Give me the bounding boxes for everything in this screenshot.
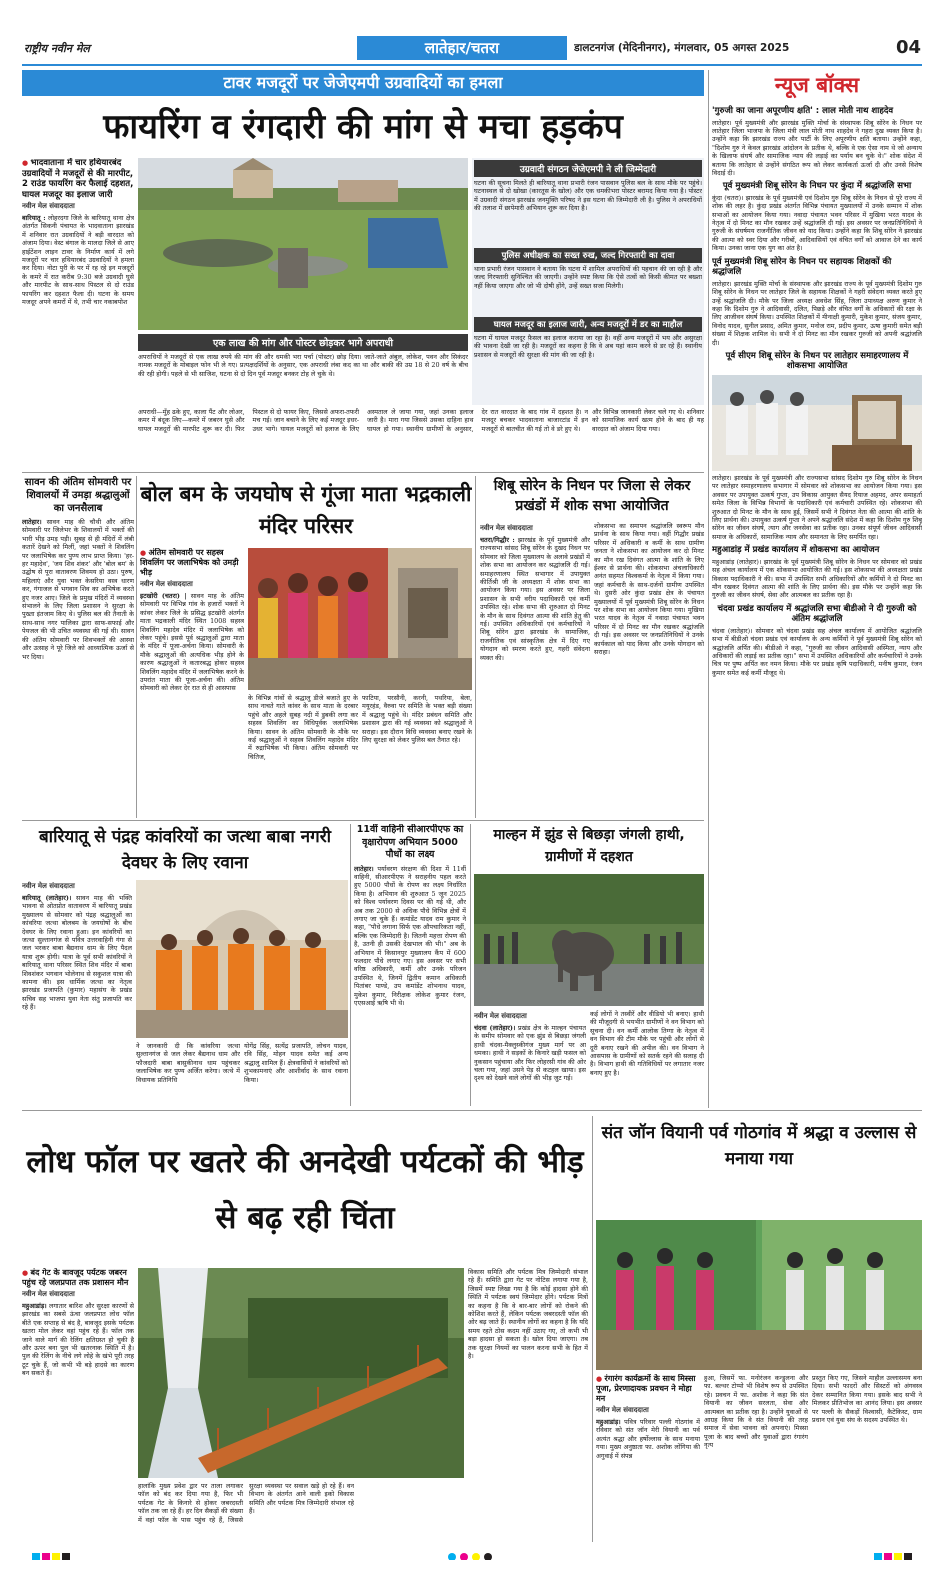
crpf-body: पर्यावरण संरक्षण की दिशा में 11वीं वाहिनी, सीआरपीएफ ने सराहनीय पहल करते हुए 5000 पौधों के रोपण का लक्ष्य निर्धारित किया है। अभियान की शुरुआत 5 जून 2025 को विश्व पर्यावरण दिवस पर की गई थी, और अब तक 2000 से अधिक पौधे विभिन्न क्षेत्रों में लगाए जा चुके हैं। कमांडेंट यादव राम कुमार ने कहा, "पौधे लगाना सिर्फ एक औपचारिकता नहीं, बल्कि एक जिम्मेदारी है। जितनी महत्ता रोपण की है, उतनी ही उसकी देखभाल की भी।" अब के अभियान में किसानपुर मुख्यालय कैंप में 600 फलदार पौधे लगाए गए। इस अवसर पर सभी वरिष्ठ अधिकारी, कर्मी और उनके परिजन उपस्थित थे, जिनमें द्वितीय कमान अधिकारी पितांबर पाण्डे, उप कमांडेंट शोभनाथ यादव, मुकेश कुमार, निरीक्षक लोकेश कुमार रंजन, एएसआई ऋषि भी थे। <box>354 864 466 1007</box>
paper-logo: राष्ट्रीय नवीन मेल <box>24 42 90 55</box>
shibu-text <box>480 536 590 662</box>
elephant-headline: माल्हन में झुंड से बिछड़ा जंगली हाथी, ग्रामीणों में दहशत <box>493 827 685 865</box>
lodh-left-column <box>22 1268 134 1542</box>
section-title: लातेहार/चतरा <box>357 36 567 60</box>
divider-lodh <box>592 1116 593 1542</box>
photo-caption-text: अपराधियों ने मजदूरों से एक लाख रुपये की मांग की और धमकी भरा पर्चा (पोस्टर) छोड़ दिया। जाते-जाते अंबुल, लोकेश, पवन और सिकंदर नामक मजदूरों के मोबाइल फोन भी ले गए। प्रत्यक्षदर्शियों के अनुसार, एक अपराधी लंबा कद का था और बाकी की उम्र 18 से 20 वर्ष के बीच की रही होगी। पहले से भी साजिश, घटना से दो दिन पूर्व मजदूर बनकर टोह ले चुके थे। <box>138 353 468 378</box>
lodh-text <box>22 1302 134 1378</box>
elephant-byline: नवीन मेल संवाददाता <box>474 1012 527 1020</box>
lodh-dateline: महुआडांड़। <box>22 1302 47 1310</box>
stjohn-dateline: महुआडांड़। <box>596 1418 621 1426</box>
bolbam-highlight: ● अंतिम सोमवारी पर सहस्त्र शिवलिंग पर जलाभिषेक को उमड़ी भीड़ <box>140 548 244 578</box>
kanwar-text-2: ने जानकारी दी कि कांवरिया जत्था सुल्तानगंज से जल लेकर बैद्यनाथ धाम और फौजदारी बाबा बासुकीनाथ धाम पहुंचकर जलाभिषेक कर पुण्य अर्जित करेगा। जत्थे में विधायक प्रतिनिधि <box>136 1042 240 1084</box>
stjohn-left-column <box>596 1374 700 1542</box>
kanwar-byline: नवीन मेल संवाददाता <box>22 882 75 890</box>
sidebox-text-2: थाना प्रभारी रंजन पासवान ने बताया कि घटना में शामिल अपराधियों की पहचान की जा रही है और जल्द गिरफ्तारी सुनिश्चित की जाएगी। उन्होंने स्पष्ट किया कि ऐसे तत्वों को किसी कीमत पर बख्शा नहीं किया जाएगा और जो भी दोषी होंगे, उन्हें सख्त सजा मिलेगी। <box>474 265 702 290</box>
divider-top-story <box>22 472 704 473</box>
stjohn-text-2: हुआ, जिसमें फा. मनोरंजन कन्डुलना और फा. बल्थर टोप्पो भी विशेष रूप से उपस्थित रहे। प्रवचन में फा. अशोक ने कहा कि संत वियानी का जीवन सरलता, सेवा और आत्मबल का प्रतीक रहा है। उन्होंने युवाओं से आग्रह किया कि वे संत वियानी की तरह समाज में सेवा भावना को अपनाएं। मिस्सा पूजा के बाद बच्चों और युवाओं द्वारा रंगारंग नृत्य <box>704 1374 808 1450</box>
elephant-dateline: चंदवा (लातेहार)। <box>474 1024 516 1032</box>
tower-site-photo <box>138 158 468 330</box>
elephant-body: प्रखंड क्षेत्र के माल्हन पंचायत के समीप सोमवार को एक झुंड से बिछड़ा जंगली हाथी चंदवा-मैक्लुस्कीगंज मुख्य मार्ग पर आ धमका। हाथी ने सड़कों के किनारे खड़ी फसल को नुकसान पहुंचाया और फिर लोहरसी गांव की ओर चला गया, जहां उसने पेड़ से कटहल खाया। इस दृश्य को देखने वाले लोगों की भीड़ जुट गई। <box>474 1024 586 1083</box>
bolbam-headline: बोल बम के जयघोष से गूंजा माता भद्रकाली मंदिर परिसर <box>140 482 472 538</box>
stjohn-dance-photo <box>596 1220 922 1370</box>
news-item-6-text: चंदवा (लातेहार)। सोमवार को चंदवा प्रखंड सह अंचल कार्यालय में आयोजित श्रद्धांजलि सभा में बीडीओ चंदवा प्रखंड एवं कार्यालय के अन्य कर्मियों ने पूर्व मुख्यमंत्री शिबू सोरेन को श्रद्धांजलि अर्पित की। बीडीओ ने कहा, "गुरुजी का जीवन आदिवासी अस्मिता, न्याय और अधिकारों की लड़ाई का प्रतीक रहा।" सभा में उपस्थित अधिकारियों और कर्मचारियों ने उनके चित्र पर पुष्प अर्पित कर नमन किया। मौके पर प्रखंड कृषि पदाधिकारी, मनीष कुमार, रंजन कुमार समेत कई कर्मी मौजूद थे। <box>712 626 922 677</box>
divider-lower <box>22 1110 922 1111</box>
divider-kanwar <box>350 824 351 1106</box>
sawan-dateline: लातेहार। <box>22 518 42 526</box>
bolbam-text-2: के विभिन्न गांवों से श्रद्धालु डीजे बजाते हुए के साथ नाचते गाते कांवर के साथ माता के दरबार पहुंचे और अहले सुबह नदी में डुबकी लगा कर सहस्त्र शिवलिंग का विधिपूर्वक जलाभिषेक किया। सावन के अंतिम सोमवारी के मौके पर कई श्रद्धालुओं ने सहस्त्र शिवलिंग महादेव मंदिर में रुद्राभिषेक भी किया। अंतिम सोमवारी पर चितिज, <box>248 694 358 761</box>
top-story-kicker: टावर मजदूरों पर जेजेएमपी उग्रवादियों का हमला <box>22 70 704 96</box>
shibu-left-column <box>480 522 590 818</box>
sawan-text <box>22 518 134 661</box>
bolbam-body: सावन माह के अंतिम सोमवारी पर विभिन्न गांव के हजारों भक्तों ने कांवर लेकर जिले के प्रसिद्ध इटखोरी अंतर्गत माता भद्रकाली मंदिर स्थित 1008 सहस्त्र शिवलिंग महादेव मंदिर में जलाभिषेक को लेकर पहुंचे। इससे पूर्व श्रद्धालुओं द्वारा माता के मंदिर में पूजा-अर्चना किया। सोमवारी के मौके श्रद्धालुओं की अत्यधिक भीड़ होने के कारण श्रद्धालुओं ने कतारबद्ध होकर सहस्त्र शिवलिंग महादेव मंदिर में जलाभिषेक करने के उपरांत माता की पूजा-अर्चना की। अंतिम सोमवारी को लेकर देर रात से ही आसपास <box>140 592 244 693</box>
lodh-body: लगातार बारिश और सुरक्षा कारणों से झारखंड का सबसे ऊंचा जलप्रपात लोध फॉल बीते एक सप्ताह से बंद है, बावजूद इसके पर्यटक खतरा मोल लेकर वहां पहुंच रहे हैं। फॉल तक जाने वाले मार्ग की रेलिंग क्षतिग्रस्त हो चुकी है और ऊपर बना पुल भी खतरनाक स्थिति में है। पुल की रेलिंग के नीचे लगे लोहे के खंभे पूरी तरह टूट चुके हैं, जो कभी भी बड़े हादसे का कारण बन सकते हैं। <box>22 1302 134 1378</box>
top-story-sidebox <box>472 158 704 405</box>
shibu-body: झारखंड के पूर्व मुख्यमंत्री और राज्यसभा सांसद शिबू सोरेन के दुखद निधन पर सोमवार को जिला मुख्यालय के अलावे प्रखंडों में शोक सभा का आयोजन कर श्रद्धांजलि दी गई। समाहरणालय स्थित सभागार में उपायुक्त कीर्तिश्री जी के अध्यक्षता में शोक सभा का आयोजन किया गया। इस अवसर पर जिला प्रशासन के सभी वरीय पदाधिकारी एवं कर्मी उपस्थित रहे। शोक सभा की शुरुआत दो मिनट के मौन के साथ दिवंगत आत्मा की शांति हेतु की गई। उपस्थित अधिकारियों एवं कर्मचारियों ने शिबू सोरेन द्वारा झारखंड के सामाजिक, राजनीतिक एवं सांस्कृतिक क्षेत्र में दिए गए योगदान को स्मरण करते हुए, गहरी संवेदना व्यक्त की। <box>480 536 590 662</box>
divider-newsbox <box>708 70 709 1108</box>
lodh-headline: लोध फॉल पर खतरे की अनदेखी पर्यटकों की भीड़ से बढ़ रही चिंता <box>26 1144 584 1236</box>
sidebox-head-3: घायल मजदूर का इलाज जारी, अन्य मजदूरों में डर का माहौल <box>474 317 702 332</box>
shibu-dateline: चतरा/गिद्धौर : <box>480 536 515 544</box>
color-registration-bar <box>22 1548 922 1560</box>
temple-crowd-illustration <box>248 548 472 690</box>
news-item-3-text: लातेहार। झारखंड मुक्ति मोर्चा के संस्थापक और झारखंड राज्य के पूर्व मुख्यमंत्री दिशोम गुरु शिबू सोरेन के निधन पर लातेहार जिले के सहायक शिक्षकों ने गहरी संवेदना व्यक्त करते हुए उन्हें श्रद्धांजलि दी। मौके पर जिला अध्यक्ष अवधेश सिंह, जिला उपाध्यक्ष अरुण कुमार ने कहा कि दिशोम गुरु ने आदिवासी, दलित, पिछड़े और वंचित वर्गों के अधिकारों की रक्षा के लिए आजीवन संघर्ष किया। उपस्थित शिक्षकों में मीनाक्षी कुमारी, मुकेश कुमार, संजय कुमार, विनोद यादव, सुनील प्रसाद, अमित कुमार, मनोज राम, प्रदीप कुमार, ऊषा कुमारी समेत बड़ी संख्या में शिक्षक शामिल थे। सभी ने दो मिनट का मौन रखकर गुरुजी को अपनी श्रद्धांजलि दी। <box>712 279 922 347</box>
shibu-text-2: शोकसभा का समापन श्रद्धांजलि स्वरूप मौन प्रार्थना के साथ किया गया। वहीं गिद्धौर प्रखंड परिसर में अधिकारी व कर्मी के साथ ग्रामीण जनता ने शोकसभा का आयोजन कर दो मिनट का मौन रख दिवंगत आत्मा के शांति के लिए ईश्वर से प्रार्थना की। शोकसभा अंचलाधिकारी अनंत सहमत विश्वकर्मा के नेतृत्व में किया गया। जहां कर्मचारी के साथ-दर्जनों ग्रामीण उपस्थित थे। दुसरी ओर कुंदा प्रखंड क्षेत्र के पंचायत मुख्यालयों में पूर्व मुख्यमंत्री शिबू सोरेन के निधन पर शोक सभा का आयोजन किया गया। मुखिया भरत यादव के नेतृत्व में नवादा पंचायत भवन परिसर में दो मिनट का मौन रखकर श्रद्धांजलि दी गई। इस अवसर पर जनप्रतिनिधियों ने उनके कार्यकाल को याद किया और उनके योगदान को सराहा। <box>594 522 704 657</box>
waterfall-bridge-illustration <box>138 1268 464 1478</box>
kanwar-dateline: बारियातू (लातेहार)। <box>22 894 72 902</box>
elephant-photo <box>474 874 704 1006</box>
stjohn-headline: संत जॉन वियानी पर्व गोठगांव में श्रद्धा व उल्लास से मनाया गया <box>601 1123 917 1169</box>
photo-caption-band: एक लाख की मांग और पोस्टर छोड़कर भागे अपराधी <box>138 334 468 351</box>
top-story-left-column <box>22 158 134 468</box>
news-item-1-text: लातेहार। पूर्व मुख्यमंत्री और झारखंड मुक्ति मोर्चा के संस्थापक शिबू सोरेन के निधन पर लातेहार जिला भाजपा के जिला मंत्री लाल मोती नाथ शाहदेव ने गहरा दुख व्यक्त किया है। उन्होंने कहा कि झारखंड राज्य और पार्टी के लिए अपूरणीय क्षति बताया। उन्होंने कहा, "दिशोम गुरु ने केवल झारखंड आंदोलन के प्रतीक थे, बल्कि वे एक ऐसा नाम थे जो अन्याय के खिलाफ संघर्ष और सामाजिक न्याय की लड़ाई का पर्याय बन चुके थे।" शोक संदेश में बताया कि लातेहार से उन्होंने संगठित रूप को लेकर कार्यकर्ता ऊर्जा दी और उनसे विशेष विदाई दी। <box>712 118 922 177</box>
top-story-headline: फायरिंग व रंगदारी की मांग से मचा हड़कंप <box>103 107 623 147</box>
stjohn-text <box>596 1418 700 1460</box>
news-item-4-head: पूर्व सीएम शिबू सोरेन के निधन पर लातेहार समाहरणालय में शोकसभा आयोजित <box>725 350 909 372</box>
sawan-headline: सावन की अंतिम सोमवारी पर शिवालयों में उमड़ा श्रद्धालुओं का जनसैलाब <box>24 477 132 514</box>
lodh-text-2: हालांकि मुख्य प्रवेश द्वार पर ताला लगाकर फॉल को बंद कर दिया गया है, फिर भी पर्यटक गेट के किनारे से होकर जबरदस्ती फॉल तक जा रहे हैं। हर दिन सैकड़ों की संख्या में वहां फॉल के पास पहुंच रहे हैं, जिससे सुरक्षा व्यवस्था पर सवाल खड़े हो रहे हैं। वन विभाग के अंतर्गत आने वाली इको विकास समिति और पर्यटक मित्र जिम्मेदारी संभाल रहे हैं। <box>138 1482 354 1524</box>
crpf-dateline: लातेहार। <box>354 864 374 873</box>
top-story-highlight: ● भादवाताना में चार हथियारबंद उग्रवादियों ने मजदूरों से की मारपीट, 2 राउंड फायरिंग कर फैलाई दहशत, घायल मजदूर का इलाज जारी <box>22 158 134 200</box>
sidebox-text-1: घटना की सूचना मिलते ही बारियातू थाना प्रभारी रंजन पासवान पुलिस बल के साथ मौके पर पहुंचे। घटनास्थल से दो खोखा (कारतूस के खोल) और एक धमकीभरा पोस्टर बरामद किया गया है। पोस्टर में उग्रवादी संगठन झारखंड जनमुक्ति परिषद ने इस घटना की जिम्मेदारी ली है। पुलिस ने अपराधियों की तलाश में छापेमारी अभियान शुरू कर दिया है। <box>474 179 702 213</box>
news-item-6-head: चंदवा प्रखंड कार्यालय में श्रद्धांजलि सभा बीडीओ ने दी गुरुजी को अंतिम श्रद्धांजलि <box>717 603 917 625</box>
top-story-byline: नवीन मेल संवाददाता <box>22 202 75 210</box>
news-item-1-head: 'गुरुजी का जाना अपूरणीय क्षति' : लाल मोती नाथ शाहदेव <box>712 106 894 116</box>
news-box-title: न्यूज बॉक्स <box>774 73 860 97</box>
sidebox-head-1: उग्रवादी संगठन जेजेएमपी ने ली जिम्मेदारी <box>474 160 702 177</box>
collectorate-meeting-photo <box>712 375 922 471</box>
dance-illustration <box>596 1220 922 1370</box>
news-item-2-head: पूर्व मुख्यमंत्री शिबू सोरेन के निधन पर कुंदा में श्रद्धांजलि सभा <box>722 181 912 192</box>
kanwar-group-photo <box>136 880 348 1038</box>
elephant-left-column <box>474 1010 586 1106</box>
kanwar-text-3: योगेंद्र सिंह, सत्येंद्र प्रजापति, लोचन यादव, रवि सिंह, मोहन यादव समेत कई अन्य श्रद्धालु शामिल हैं। क्षेत्रवासियों ने कांवरियों को शुभकामनाएं और आशीर्वाद के साथ रवाना किया। <box>244 1042 348 1084</box>
sawan-article <box>22 476 134 818</box>
stjohn-text-3: प्रस्तुत किए गए, जिसने माहौल उल्लासमय बना दिया। सभी फादरों और सिस्टरों को अंगवस्त्र देकर सम्मानित किया गया। इसके बाद सभी ने मिलकर प्रीतिभोज का आनंद लिया। इस अवसर पर पल्ली के सैकड़ों विश्वासी, कैटेकिस्ट, ग्राम प्रधान एवं युवा संघ के सदस्य उपस्थित थे। <box>812 1374 922 1425</box>
crpf-article <box>354 824 466 1106</box>
masthead-rule <box>22 64 922 66</box>
lodh-text-3: विकास समिति और पर्यटक मित्र जिम्मेदारी संभाल रहे हैं। समिति द्वारा गेट पर नोटिस लगाया गया है, जिसमें स्पष्ट लिखा गया है कि कोई हादसा होने की स्थिति में पर्यटक स्वयं जिम्मेदार होंगे। पर्यटक मित्रों का कहना है कि वे बार-बार लोगों को रोकने की कोशिश करते हैं, लेकिन पर्यटक जबरदस्ती फॉल की ओर बढ़ जाते हैं। स्थानीय लोगों का कहना है कि यदि समय रहते ठोस कदम नहीं उठाए गए, तो कभी भी बड़ा हादसा हो सकता है। खोल दिया जाएगा। तब तक सुरक्षा नियमों का पालन करना सभी के हित में है। <box>468 1268 588 1361</box>
kanwar-text <box>22 894 132 1012</box>
tower-site-illustration <box>138 158 468 330</box>
top-story-text <box>22 214 134 306</box>
page-number: 04 <box>896 37 922 58</box>
registration-marks <box>22 1551 922 1560</box>
elephant-illustration <box>474 874 704 1006</box>
stjohn-byline: नवीन मेल संवाददाता <box>596 1406 649 1414</box>
bolbam-left-column <box>140 548 244 818</box>
top-story-dateline: बारियातू : <box>22 214 46 222</box>
news-item-2-text: कुंदा (चतरा)। झारखंड के पूर्व मुख्यमंत्री एवं दिशोम गुरु शिबू सोरेन के निधन से पूरे राज्य में शोक की लहर है। कुंदा प्रखंड अंतर्गत विभिन्न पंचायत मुख्यालयों में उनके सम्मान में शोक सभाओं का आयोजन किया गया। नवादा पंचायत भवन परिसर में मुखिया भरत यादव के नेतृत्व में दो मिनट का मौन रखकर उन्हें श्रद्धांजलि दी गई। इस अवसर पर जनप्रतिनिधियों ने गुरुजी के संघर्षमय राजनीतिक जीवन को याद किया। उन्होंने कहा कि शिबू सोरेन ने झारखंड की आत्मा को स्वर दिया और गरीबों, आदिवासियों एवं वंचित वर्गों को आवाज देने का कार्य किया। उनका जाना एक युग का अंत है। <box>712 193 922 253</box>
bolbam-byline: नवीन मेल संवाददाता <box>140 580 193 588</box>
kanwar-group-illustration <box>136 880 348 1038</box>
kanwar-headline: बारियातू से पंद्रह कांवरियों का जत्था बाबा नगरी देवघर के लिए रवाना <box>38 827 332 873</box>
shibu-headline: शिबू सोरेन के निधन पर जिला से लेकर प्रखंडों में शोक सभा आयोजित <box>493 478 691 514</box>
divider-crpf <box>470 824 471 1106</box>
bolbam-text-3: फाटिया, परसौनी, करनी, पथरिया, बेला, मयूरहंड, वैरुवा पर समिति के भक्त बड़ी संख्या में श्रद्धालु पहुंचे थे। मंदिर प्रबंधन समिति और प्रशासन द्वारा की गई व्यवस्था को श्रद्धालुओं ने सराहा। इस दौरान विधि व्यवस्था बनाए रखने के लिए सुरक्षा को लेकर पुलिस बल तैनात रहे। <box>362 694 472 745</box>
elephant-text-2: कई लोगों ने तस्वीरें और वीडियो भी बनाए। हाथी की मौजूदगी से भयभीत ग्रामीणों ने वन विभाग को सूचना दी। वन कर्मी आलोक तिग्गा के नेतृत्व में वन विभाग की टीम मौके पर पहुंची और लोगों से दूरी बनाए रखने की अपील की। वन विभाग ने आसपास के ग्रामीणों को सतर्क रहने की सलाह दी है। विभाग हाथी की गतिविधियों पर लगातार नजर बनाए हुए है। <box>590 1010 704 1077</box>
news-item-4-text: लातेहार। झारखंड के पूर्व मुख्यमंत्री और राज्यसभा सांसद दिशोम गुरु शिबू सोरेन के निधन पर लातेहार समाहरणालय सभागार में सोमवार को शोकसभा का आयोजन किया गया। इस अवसर पर उपायुक्त उत्कर्ष गुप्ता, उप विकास आयुक्त सैयद रियाज अहमद, अपर समाहर्ता समेत जिला के विभिन्न विभागों के पदाधिकारी एवं कर्मचारी उपस्थित रहे। शोकसभा की शुरुआत दो मिनट के मौन के साथ हुई, जिसमें सभी ने दिवंगत नेता की आत्मा की शांति के लिए प्रार्थना की। उपायुक्त उत्कर्ष गुप्ता ने अपने श्रद्धांजलि संदेश में कहा कि दिशोम गुरु शिबू सोरेन का जीवन संघर्ष, त्याग और जनसेवा का प्रतीक रहा। उनका संपूर्ण जीवन आदिवासी समाज के अधिकारों, सामाजिक न्याय और समानता के लिए समर्पित रहा। <box>712 473 922 541</box>
kanwar-body: सावन माह की भक्ति भावना से ओतप्रोत वातावरण में बारियातू प्रखंड मुख्यालय से सोमवार को पंद्रह श्रद्धालुओं का कांवरिया जत्था बोलबम के जयघोषों के बीच देवघर के लिए रवाना हुआ। इन कांवरियों का जत्था सुल्तानगंज से पवित्र उत्तरवाहिनी गंगा से जल भरकर बाबा बैद्यनाथ धाम के लिए पैदल यात्रा शुरू होगी। यात्रा के पूर्व सभी कांवरियों ने बारियातू थाना परिसर स्थित शिव मंदिर में बाबा शिवशंकर भगवान भोलेनाथ से सकुशल यात्रा की कामना की। इस धार्मिक जत्था का नेतृत्व झारखंड प्रजापति (कुमार) महासंघ के प्रखंड सचिव सह भाजपा युवा नेता संतु प्रजापति कर रहे हैं। <box>22 894 132 1012</box>
edition-dateline: डालटनगंज (मेदिनीनगर), मंगलवार, 05 अगस्त 2025 <box>574 42 790 54</box>
sidebox-head-2: पुलिस अधीक्षक का सख्त रुख, जल्द गिरफ्तारी का दावा <box>474 248 702 263</box>
news-item-5-head: महुआडांड़ में प्रखंड कार्यालय में शोकसभा का आयोजन <box>712 545 880 556</box>
top-story-continued: अपराधी—मुँह ढके हुए, काला पैंट और लोअर, कमर में बंदूक लिए—कमरे में जबरन घुसे और घायल मजदूरों की मारपीट शुरू कर दी। फिर पिस्टल से दो फायर किए, जिससे अफरा-तफरी मच गई। जान बचाने के लिए कई मजदूर इधर-उधर भागे। घायल मजदूरों को इलाज के लिए अस्पताल ले जाया गया, जहां उनका इलाज जारी है। मारा गया जिससे उसका दाहिना हाथ घायल हो गया। स्थानीय ग्रामीणों के अनुसार, देर रात वारदात के बाद गांव में दहशत है। न मजदूर बचकर भादवाताना बाजारटांड में इन मजदूरों से बातचीत की गई तो वे डरे हुए थे। <box>138 408 588 433</box>
crpf-headline: 11वीं वाहिनी सीआरपीएफ का वृक्षारोपण अभियान 5000 पौधों का लक्ष्य <box>356 824 464 860</box>
news-box <box>712 102 922 1108</box>
news-item-3-head: पूर्व मुख्यमंत्री शिबू सोरेन के निधन पर सहायक शिक्षकों की श्रद्धांजलि <box>712 256 892 278</box>
lodh-fall-photo <box>138 1268 464 1478</box>
temple-crowd-photo <box>248 548 472 690</box>
elephant-text <box>474 1024 586 1083</box>
stjohn-body: पवित्र परिवार पल्ली गोठगांव में रविवार को संत जॉन मेरी वियानी का पर्व अत्यंत श्रद्धा और हर्षोल्लास के साथ मनाया गया। मुख्य अनुष्ठाता फा. अशोक लोंगिया की अगुवाई में संपन्न <box>596 1418 700 1460</box>
bolbam-text <box>140 592 244 693</box>
divider-left-column <box>136 476 137 818</box>
meeting-illustration <box>712 375 922 471</box>
lodh-byline: नवीन मेल संवाददाता <box>22 1290 75 1298</box>
shibu-byline: नवीन मेल संवाददाता <box>480 524 533 532</box>
crpf-text <box>354 865 466 1008</box>
lodh-highlight: ● बंद गेट के बावजूद पर्यटक जबरन पहुंच रहे जलप्रपात तक प्रशासन मौन <box>22 1268 134 1288</box>
sawan-body: सावन माह की चौथी और अंतिम सोमवारी पर जिलेभर के शिवालयों में भक्तों की भारी भीड़ उमड़ पड़ी। सुबह से ही मंदिरों में लंबी कतारें देखने को मिलीं, जहां भक्तों ने शिवलिंग पर जलाभिषेक कर पुण्य लाभ प्राप्त किया। 'हर-हर महादेव', 'जय शिव शंकर' और 'बोल बम' के उद्घोष से पूरा वातावरण शिवमय हो उठा। पुरुष, महिलाएं और युवा भक्त केसरिया वस्त्र धारण कर, गंगाजल से भगवान शिव का अभिषेक करते हुए नजर आए। जिले के प्रमुख मंदिरों में व्यवस्था संभालने के लिए जिला प्रशासन ने सुरक्षा के पुख्ता इंतजाम किए थे। पुलिस बल की तैनाती के साथ-साथ नगर पालिका द्वारा साफ-सफाई और पेयजल की भी उचित व्यवस्था की गई थी। सावन की अंतिम सोमवारी पर शिवभक्तों की आस्था और उत्साह ने पूरे जिले को आध्यात्मिक ऊर्जा से भर दिया। <box>22 518 134 661</box>
top-story-body: लोहरदगा जिले के बारियातू थाना क्षेत्र अंतर्गत सिकनी पंचायत के भादवाताना झारखंड में शनिवार रात उग्रवादियों ने बड़ी वारदात को अंजाम दिया। वेस्ट बंगाल के मालदा जिले से आए हाईटेंशन लाइन टावर के निर्माण कार्य में लगे मजदूरों पर चार हथियारबंद उग्रवादियों ने हमला कर दिया। नोटा पुरी के पर में रह रहे इन मजदूरों के कमरे में रात करीब 9:30 बजे उग्रवादी घुसे और मारपीट के साथ-साथ पिस्टल से दो राउंड फायरिंग कर दहशत फैला दी। घटना के समय मजदूर अपने कमरों में थे, तभी चार नकाबपोश <box>22 214 134 307</box>
divider-bolbam <box>475 476 476 818</box>
masthead <box>22 36 922 62</box>
bolbam-dateline: इटखोरी (चतरा) | <box>140 592 187 600</box>
stjohn-highlight: ● रंगारंग कार्यक्रमों के साथ मिस्सा पूजा, प्रेरणादायक प्रवचन ने मोहा मन <box>596 1374 700 1404</box>
sidebox-text-3: घटना में घायल मजदूर फ़ैसल का इलाज कराया जा रहा है। वहीं अन्य मजदूरों में भय और असुरक्षा की भावना देखी जा रही है। मजदूरों का कहना है कि वे अब यहां काम करने से डर रहे हैं। स्थानीय प्रशासन से मजदूरों की सुरक्षा की मांग की जा रही है। <box>474 334 702 359</box>
top-story-right-continued: और विभिन्न जानकारी लेकर चले गए थे। शनिवार को सामाजिक कार्य खत्म होने के बाद ही यह वारदात को अंजाम दिया गया। <box>592 408 704 433</box>
divider-mid <box>22 820 704 821</box>
news-item-5-text: महुआडांड़ (लातेहार)। झारखंड के पूर्व मुख्यमंत्री शिबू सोरेन के निधन पर सोमवार को प्रखंड सह अंचल कार्यालय में एक शोकसभा आयोजित की गई। इस शोकसभा की अध्यक्षता प्रखंड विकास पदाधिकारी ने की। सभा में उपस्थित सभी अधिकारियों और कर्मियों ने दो मिनट का मौन रखकर दिवंगत आत्मा की शांति के लिए प्रार्थना की। इस मौके पर उन्होंने कहा कि गुरुजी का जीवन संघर्ष, सेवा और आत्मबल का प्रतीक रहा है। <box>712 557 922 600</box>
